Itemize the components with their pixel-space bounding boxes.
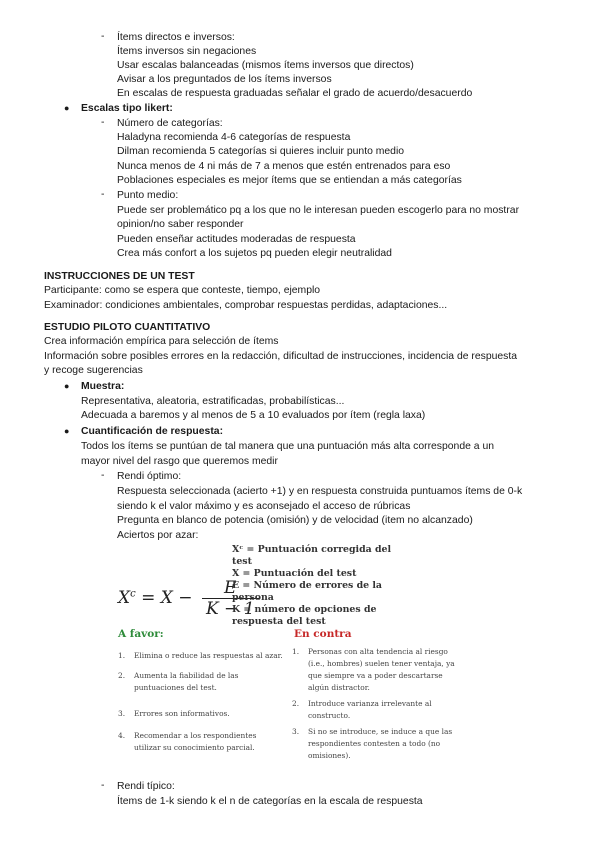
cuantificacion-heading: Cuantificación de respuesta:	[81, 426, 224, 437]
formula-mid: = X −	[135, 588, 198, 608]
legend-line: persona	[232, 592, 274, 603]
favor-item-text: Aumenta la fiabilidad de las	[134, 671, 239, 680]
punto-medio-line: Pueden enseñar actitudes moderadas de respuesta	[117, 234, 356, 245]
optimo-line: Aciertos por azar:	[117, 530, 199, 541]
favor-title: A favor:	[118, 628, 164, 640]
optimo-line: siendo k el valor máximo y es aconsejado el acceso de rúbricas	[117, 501, 411, 512]
muestra-line: Adecuada a baremos y al menos de 5 a 10 evaluados por ítem (regla laxa)	[81, 410, 426, 421]
contra-item-number: 1.	[292, 647, 300, 656]
formula-numerator: E	[202, 578, 259, 599]
categorias-line: Haladyna recomienda 4-6 categorías de respuesta	[117, 132, 351, 143]
formula-lhs-sup: c	[130, 588, 136, 600]
contra-item-text: Personas con alta tendencia al riesgo	[308, 647, 448, 656]
cuantificacion-line: Todos los ítems se puntúan de tal manera que una puntuación más alta corresponde a un	[81, 441, 495, 452]
items-line: Avisar a los preguntados de los ítems inversos	[117, 74, 332, 85]
items-heading: Ítems directos e inversos:	[117, 32, 235, 43]
piloto-line: Crea información empírica para selección de ítems	[44, 336, 279, 347]
contra-item-text: constructo.	[308, 711, 351, 720]
bullet-dot: ●	[64, 103, 70, 113]
favor-item-number: 4.	[118, 731, 126, 740]
contra-item-number: 2.	[292, 699, 300, 708]
instrucciones-line: Examinador: condiciones ambientales, comprobar respuestas perdidas, adaptaciones...	[44, 300, 448, 311]
dash-bullet: -	[101, 780, 105, 791]
legend-line: Xᶜ = Puntuación corregida del	[232, 544, 392, 555]
contra-item-text: (i.e., hombres) suelen tener ventaja, ya	[308, 659, 455, 668]
punto-medio-heading: Punto medio:	[117, 190, 179, 201]
items-line: En escalas de respuesta graduadas señalar el grado de acuerdo/desacuerdo	[117, 88, 473, 99]
bullet-dot: ●	[64, 426, 70, 436]
bullet-dot: ●	[64, 381, 70, 391]
pros-cons-table	[116, 628, 456, 762]
favor-item-text: Errores son informativos.	[134, 709, 230, 718]
contra-item-text: Si no se introduce, se induce a que las	[308, 727, 453, 736]
dash-bullet: -	[101, 31, 105, 42]
cuantificacion-line: mayor nivel del rasgo que queremos medir	[81, 456, 278, 467]
dash-bullet: -	[101, 470, 105, 481]
favor-item-number: 2.	[118, 671, 126, 680]
instrucciones-line: Participante: como se espera que conteste, tiempo, ejemplo	[44, 285, 321, 296]
favor-item-text: Elimina o reduce las respuestas al azar.	[134, 651, 283, 660]
favor-item-text: Recomendar a los respondientes	[134, 731, 257, 740]
contra-item-text: que siempre va a poder descartarse	[308, 671, 443, 680]
legend-line: E = Número de errores de la	[232, 580, 382, 591]
punto-medio-line: Puede ser problemático pq a los que no le interesan pueden escogerlo para no mostrar	[117, 205, 520, 216]
punto-medio-line: opinion/no saber responder	[117, 219, 244, 230]
piloto-line: y recoge sugerencias	[44, 365, 143, 376]
instrucciones-title: INSTRUCCIONES DE UN TEST	[44, 271, 195, 282]
likert-heading: Escalas tipo likert:	[81, 103, 173, 114]
formula-legend	[232, 544, 404, 628]
categorias-line: Nunca menos de 4 ni más de 7 a menos que estén entrenados para eso	[117, 161, 451, 172]
optimo-heading: Rendi óptimo:	[117, 471, 182, 482]
contra-title: En contra	[294, 628, 352, 640]
contra-item-text: algún distractor.	[308, 683, 370, 692]
contra-item-text: Introduce varianza irrelevante al	[308, 699, 432, 708]
items-line: Ítems inversos sin negaciones	[117, 46, 257, 57]
piloto-title: ESTUDIO PILOTO CUANTITATIVO	[44, 322, 211, 333]
formula-denominator: K − 1	[205, 599, 255, 619]
tipico-line: Ítems de 1-k siendo k el n de categorías en la escala de respuesta	[117, 796, 423, 807]
contra-item-number: 3.	[292, 727, 300, 736]
legend-line: respuesta del test	[232, 616, 326, 627]
muestra-line: Representativa, aleatoria, estratificadas, probabilísticas...	[81, 396, 345, 407]
dash-bullet: -	[101, 189, 105, 200]
favor-item-number: 3.	[118, 709, 126, 718]
piloto-line: Información sobre posibles errores en la redacción, dificultad de instrucciones, incidencia de respuesta	[44, 351, 518, 362]
contra-item-text: respondientes contesten a todo (no	[308, 739, 441, 748]
categorias-heading: Número de categorías:	[117, 118, 223, 129]
legend-line: X = Puntuación del test	[232, 568, 357, 579]
categorias-line: Dilman recomienda 5 categorías si quieres incluir punto medio	[117, 146, 405, 157]
legend-line: test	[232, 556, 252, 567]
muestra-heading: Muestra:	[81, 381, 125, 392]
tipico-heading: Rendi típico:	[117, 781, 175, 792]
categorias-line: Poblaciones especiales es mejor ítems que se entiendan a más categorías	[117, 175, 462, 186]
dash-bullet: -	[101, 117, 105, 128]
favor-item-text: puntuaciones del test.	[134, 683, 217, 692]
favor-item-text: utilizar su conocimiento parcial.	[134, 743, 255, 752]
optimo-line: Pregunta en blanco de potencia (omisión) y de velocidad (item no alcanzado)	[117, 515, 473, 526]
legend-line: K = número de opciones de	[232, 604, 377, 615]
contra-item-text: omisiones).	[308, 751, 351, 760]
items-line: Usar escalas balanceadas (mismos ítems inversos que directos)	[117, 60, 414, 71]
punto-medio-line: Crea más confort a los sujetos pq pueden elegir neutralidad	[117, 248, 392, 259]
formula-lhs: X	[118, 588, 131, 608]
optimo-line: Respuesta seleccionada (acierto +1) y en respuesta construida puntuamos ítems de 0-k	[117, 486, 523, 497]
favor-item-number: 1.	[118, 651, 126, 660]
